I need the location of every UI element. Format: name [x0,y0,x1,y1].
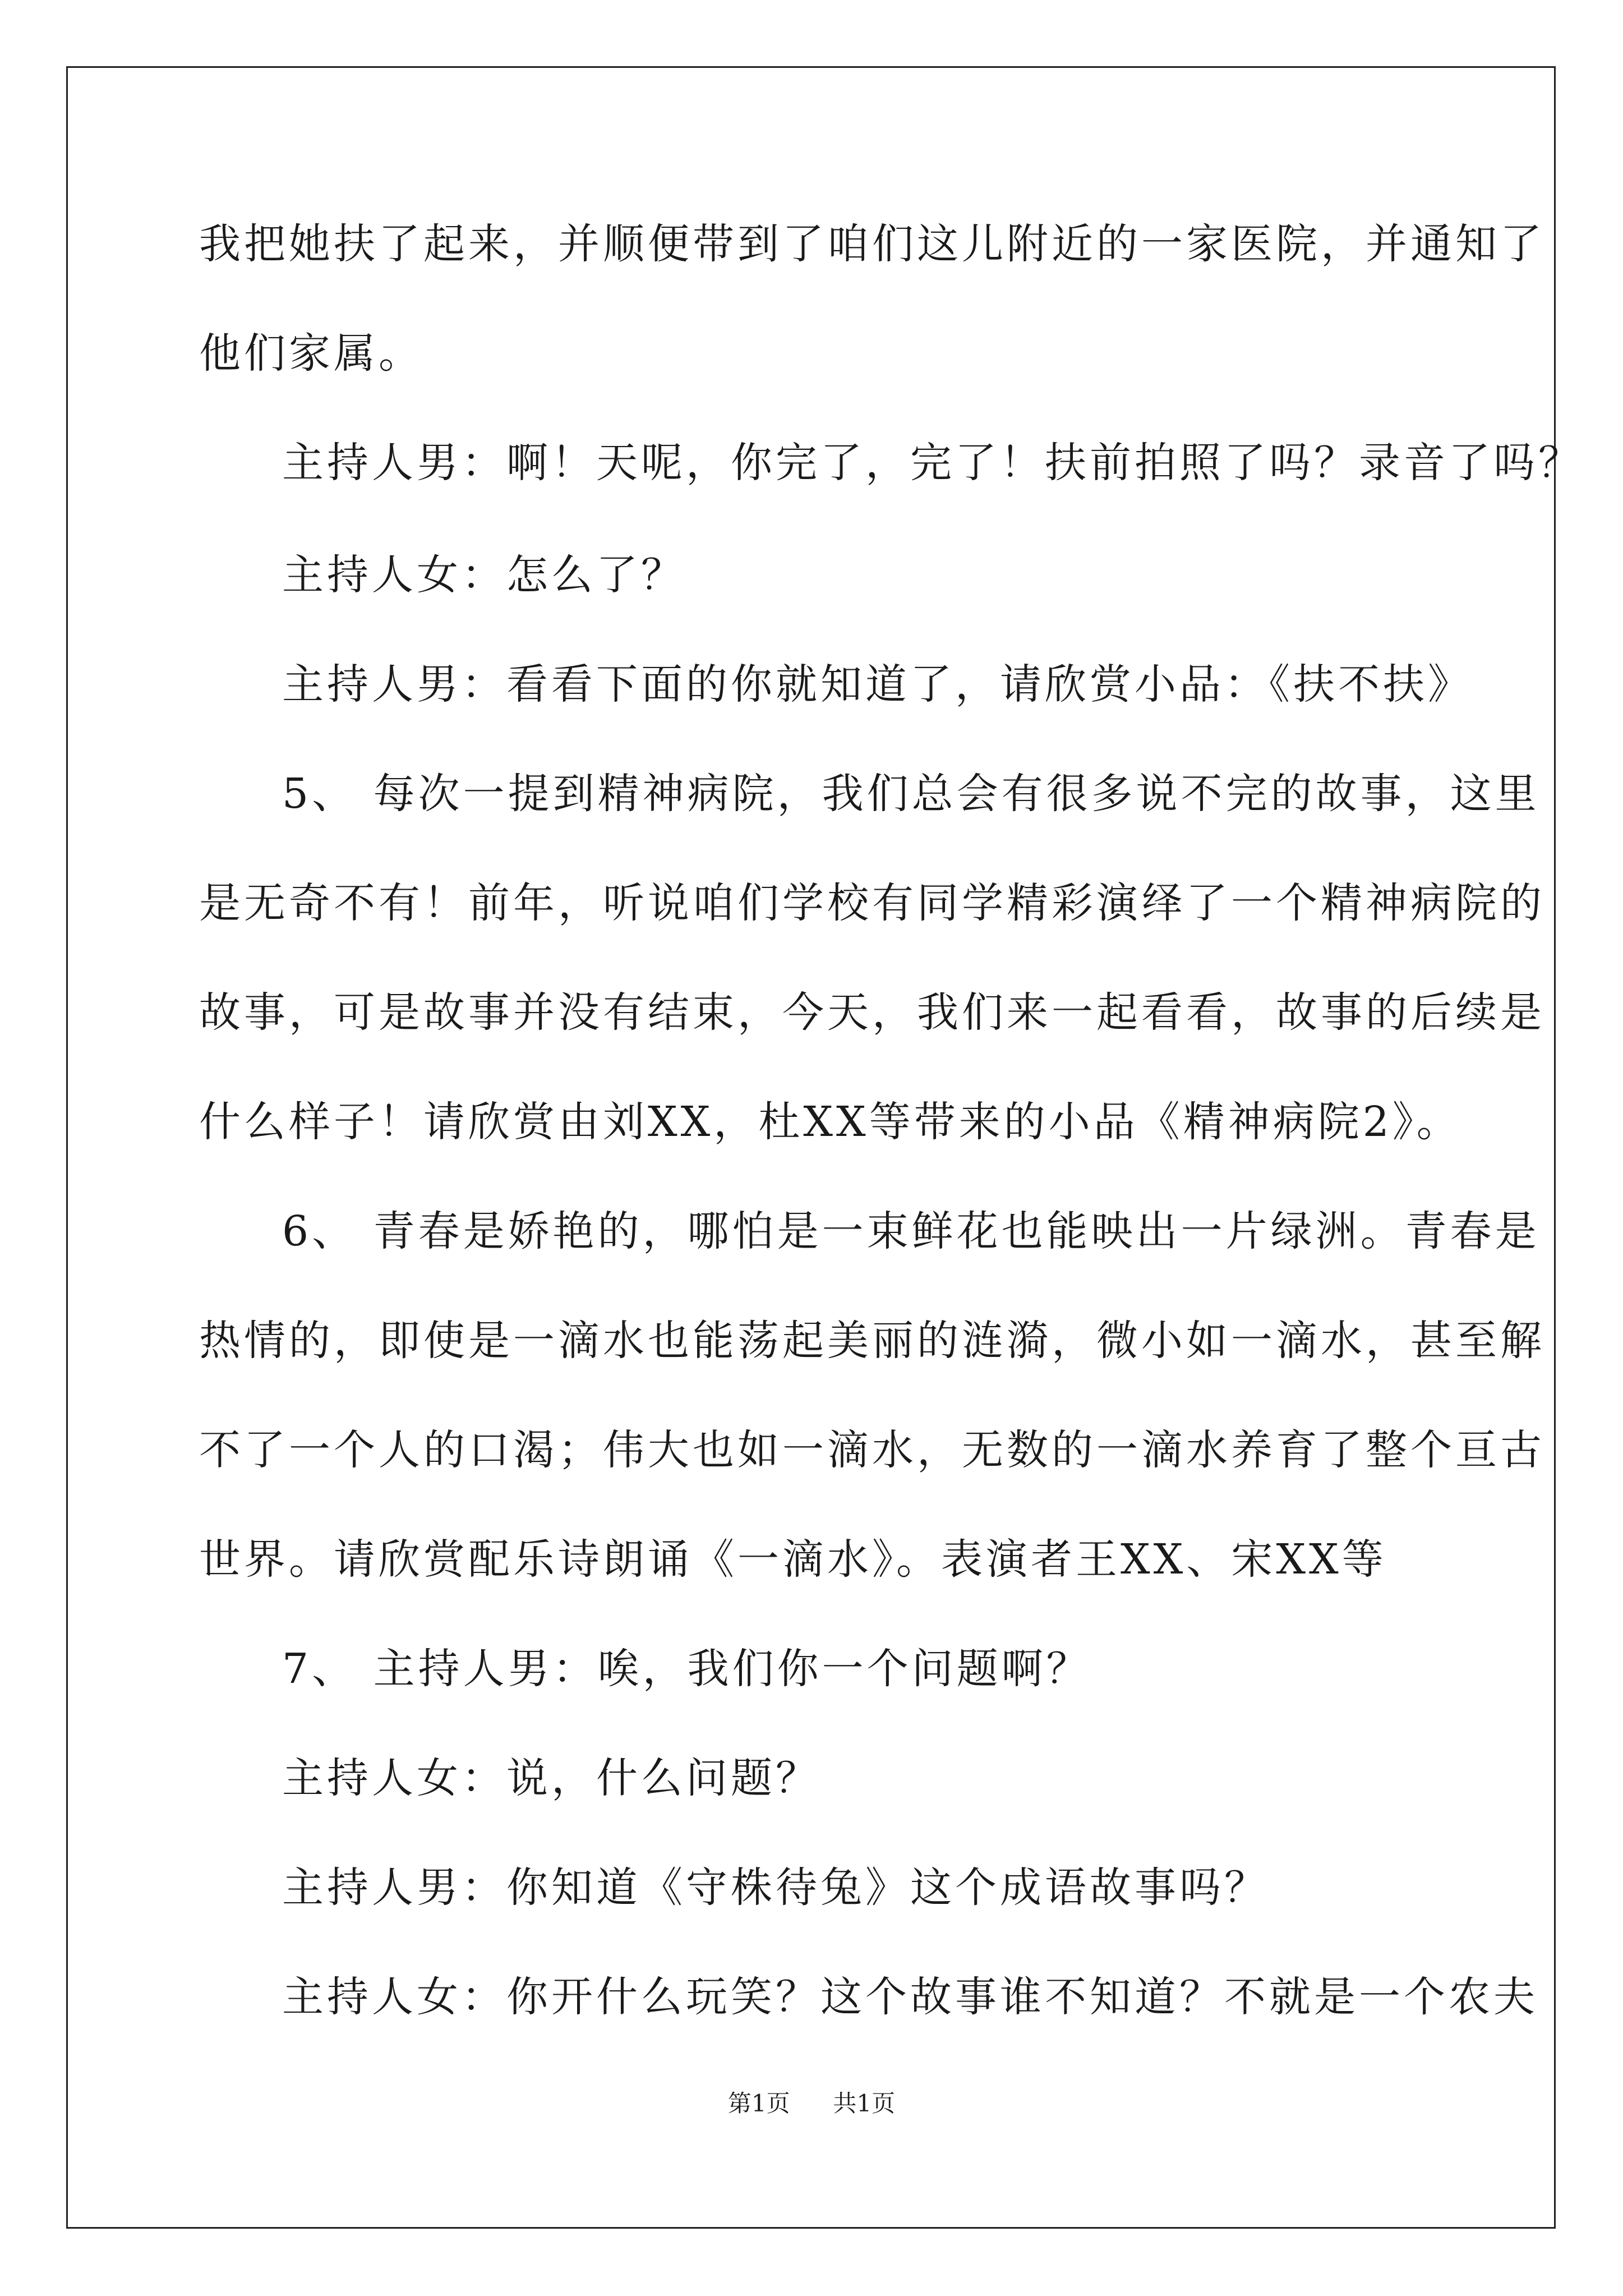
text-line: 什么样子！请欣赏由刘XX，杜XX等带来的小品《精神病院2》。 [199,1098,1461,1146]
text-line: 他们家属。 [199,329,423,378]
text-line: 主持人男：看看下面的你就知道了，请欣赏小品：《扶不扶》 [282,660,1473,708]
text-line: 7、 主持人男：唉，我们你一个问题啊？ [282,1645,1091,1693]
page-number: 第1页 [727,2090,790,2117]
text-line: 主持人女：说，什么问题？ [282,1754,820,1802]
text-line: 我把她扶了起来，并顺便带到了咱们这儿附近的一家医院，并通知了 [199,220,1545,268]
text-line: 主持人女：怎么了？ [282,551,686,599]
text-line: 世界。请欣赏配乐诗朗诵《一滴水》。表演者王XX、宋XX等 [199,1535,1387,1584]
text-line: 热情的，即使是一滴水也能荡起美丽的涟漪，微小如一滴水，甚至解 [199,1317,1545,1365]
page-footer [0,2090,1623,2118]
text-line: 主持人女：你开什么玩笑？这个故事谁不知道？不就是一个农夫 [282,1973,1538,2021]
text-line: 6、 青春是娇艳的，哪怕是一束鲜花也能映出一片绿洲。青春是 [282,1207,1540,1255]
text-line: 主持人男：你知道《守株待兔》这个成语故事吗？ [282,1864,1269,1912]
text-line: 是无奇不有！前年，听说咱们学校有同学精彩演绎了一个精神病院的 [199,879,1545,927]
text-line: 故事，可是故事并没有结束，今天，我们来一起看看，故事的后续是 [199,988,1545,1037]
text-line: 5、 每次一提到精神病院，我们总会有很多说不完的故事，这里 [282,770,1540,818]
page-total: 共1页 [833,2090,896,2117]
text-line: 不了一个人的口渴；伟大也如一滴水，无数的一滴水养育了整个亘古 [199,1426,1545,1474]
text-line: 主持人男：啊！天呢，你完了，完了！扶前拍照了吗？录音了吗？ [282,439,1583,487]
